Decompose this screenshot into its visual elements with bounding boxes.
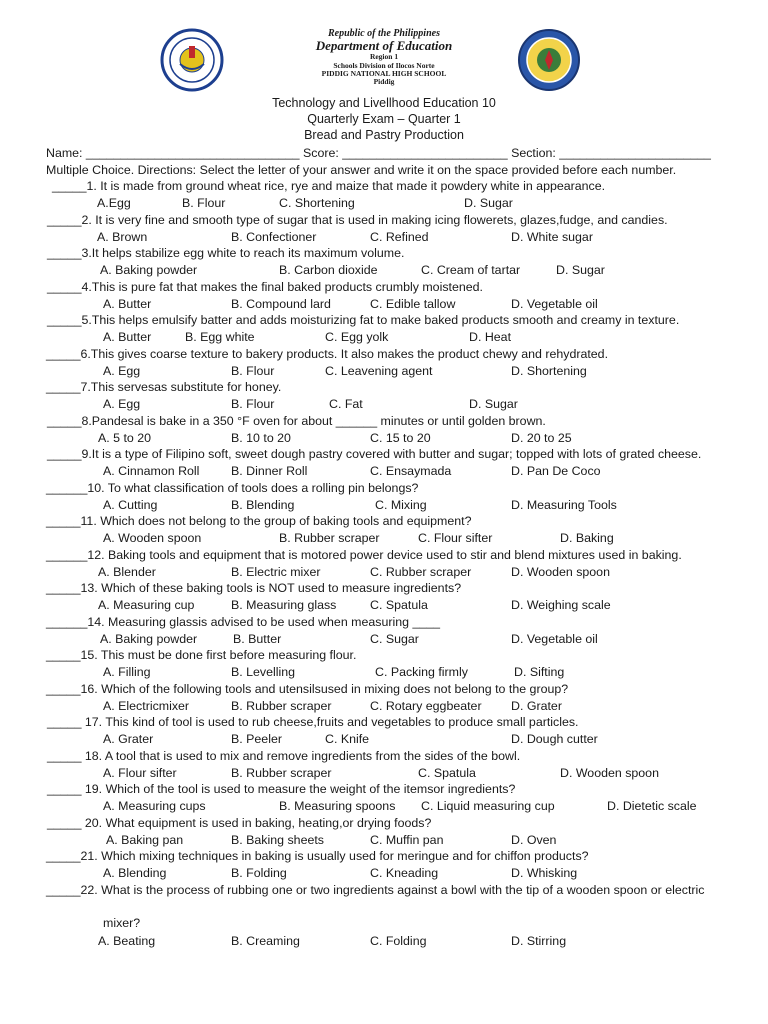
question-14-option-c: C. Sugar xyxy=(370,631,419,646)
question-8-text: _____8.Pandesal is bake in a 350 °F oven for about ______ minutes or until golden brown. xyxy=(47,413,546,428)
question-5-text: _____5.This helps emulsify batter and adds moisturizing fat to make baked products smooth and creamy in texture. xyxy=(47,313,680,327)
question-22-option-d: D. Stirring xyxy=(511,933,567,948)
question-13-option-a: A. Measuring cup xyxy=(98,598,195,612)
question-14-option-b: B. Butter xyxy=(233,631,282,646)
question-1-option-a: A.Egg xyxy=(97,196,131,210)
question-2-option-c: C. Refined xyxy=(370,229,429,244)
question-12-option-d: D. Wooden spoon xyxy=(511,564,610,579)
question-4-option-a: A. Butter xyxy=(103,296,152,311)
question-9-option-c: C. Ensaymada xyxy=(370,464,452,478)
question-16-option-d: D. Grater xyxy=(511,698,562,713)
question-1-option-b: B. Flour xyxy=(182,196,226,210)
question-5-option-b: B. Egg white xyxy=(185,330,255,344)
question-12-option-c: C. Rubber scraper xyxy=(370,564,472,579)
question-3-option-b: B. Carbon dioxide xyxy=(279,263,378,277)
question-21-text: _____21. Which mixing techniques in baking is usually used for meringue and for chiffon products? xyxy=(46,849,589,863)
letterhead xyxy=(0,20,768,90)
question-21-option-a: A. Blending xyxy=(103,866,167,880)
question-4-option-b: B. Compound lard xyxy=(231,296,331,311)
division-label: Schools Division of Ilocos Norte xyxy=(333,60,435,70)
question-3-text: _____3.It helps stabilize egg white to reach its maximum volume. xyxy=(47,246,405,260)
question-21-option-d: D. Whisking xyxy=(511,866,578,880)
question-17-option-d: D. Dough cutter xyxy=(511,732,598,746)
question-22-option-a: A. Beating xyxy=(98,933,156,948)
question-9-option-d: D. Pan De Coco xyxy=(511,464,601,478)
question-1-option-d: D. Sugar xyxy=(464,196,513,210)
question-16-option-b: B. Rubber scraper xyxy=(231,698,332,713)
question-22-continuation: mixer? xyxy=(103,915,141,930)
question-18-option-d: D. Wooden spoon xyxy=(560,765,659,780)
question-8-option-a: A. 5 to 20 xyxy=(98,430,152,445)
question-4-option-c: C. Edible tallow xyxy=(370,296,456,311)
question-18-option-c: C. Spatula xyxy=(418,765,476,780)
question-7-option-a: A. Egg xyxy=(103,397,141,411)
question-19-option-a: A. Measuring cups xyxy=(103,799,206,813)
question-13-option-d: D. Weighing scale xyxy=(511,598,611,612)
question-7-text: _____7.This servesas substitute for honey. xyxy=(46,380,282,394)
question-1-text: _____1. It is made from ground wheat rice, rye and maize that made it powdery white in appearance. xyxy=(52,179,606,193)
question-18-option-b: B. Rubber scraper xyxy=(231,765,332,780)
question-2-option-d: D. White sugar xyxy=(511,229,593,244)
question-19-text: _____ 19. Which of the tool is used to measure the weight of the itemsor ingredients? xyxy=(47,782,516,796)
question-3-option-a: A. Baking powder xyxy=(100,263,198,277)
question-18-text: _____ 18. A tool that is used to mix and remove ingredients from the sides of the bowl. xyxy=(47,748,521,763)
question-16-option-a: A. Electricmixer xyxy=(103,698,190,713)
question-13-text: _____13. Which of these baking tools is NOT used to measure ingredients? xyxy=(46,581,462,595)
question-5-option-d: D. Heat xyxy=(469,330,512,344)
question-14-option-a: A. Baking powder xyxy=(100,631,198,646)
question-7-option-d: D. Sugar xyxy=(469,397,518,411)
question-14-text: ______14. Measuring glassis advised to be used when measuring ____ xyxy=(46,614,441,629)
subject-title: Technology and Livellhood Education 10 xyxy=(272,96,496,110)
question-9-text: _____9.It is a type of Filipino soft, sweet dough pastry covered with butter and sugar; topped with lots of grated cheese. xyxy=(47,447,702,461)
question-5-option-a: A. Butter xyxy=(103,330,152,344)
republic-label: Republic of the Philippines xyxy=(328,28,440,39)
school-seal-icon xyxy=(517,28,581,92)
question-13-option-b: B. Measuring glass xyxy=(231,598,337,612)
question-2-option-b: B. Confectioner xyxy=(231,229,317,244)
course-title: Bread and Pastry Production xyxy=(304,128,464,142)
question-20-option-b: B. Baking sheets xyxy=(231,832,324,847)
question-6-option-d: D. Shortening xyxy=(511,363,587,378)
question-17-option-c: C. Knife xyxy=(325,732,370,746)
question-6-option-b: B. Flour xyxy=(231,363,275,378)
question-8-option-b: B. 10 to 20 xyxy=(231,430,291,445)
question-8-option-d: D. 20 to 25 xyxy=(511,430,572,445)
question-6-option-a: A. Egg xyxy=(103,363,141,378)
question-10-option-d: D. Measuring Tools xyxy=(511,497,617,512)
question-1-option-c: C. Shortening xyxy=(279,196,355,210)
question-13-option-c: C. Spatula xyxy=(370,598,428,612)
region-label: Region 1 xyxy=(369,52,399,62)
question-18-option-a: A. Flour sifter xyxy=(103,765,177,780)
question-7-option-c: C. Fat xyxy=(329,397,363,411)
question-15-option-a: A. Filling xyxy=(103,665,151,679)
question-11-option-a: A. Wooden spoon xyxy=(103,531,202,545)
question-21-option-b: B. Folding xyxy=(231,866,287,880)
question-8-option-c: C. 15 to 20 xyxy=(370,430,431,445)
question-12-option-a: A. Blender xyxy=(98,564,156,579)
question-16-text: _____16. Which of the following tools and utensilsused in mixing does not belong to the group? xyxy=(46,681,569,696)
question-19-option-c: C. Liquid measuring cup xyxy=(421,799,555,813)
question-21-option-c: C. Kneading xyxy=(370,866,439,880)
question-11-option-d: D. Baking xyxy=(560,531,614,545)
question-14-option-d: D. Vegetable oil xyxy=(511,631,598,646)
question-10-option-c: C. Mixing xyxy=(375,497,427,512)
question-15-option-d: D. Sifting xyxy=(514,665,565,679)
question-11-text: _____11. Which does not belong to the group of baking tools and equipment? xyxy=(46,514,472,528)
question-4-text: _____4.This is pure fat that makes the final baked products crumbly moistened. xyxy=(47,279,483,294)
question-17-text: _____ 17. This kind of tool is used to rub cheese,fruits and vegetables to produce small particles. xyxy=(47,715,579,729)
question-16-option-c: C. Rotary eggbeater xyxy=(370,698,482,713)
question-10-option-b: B. Blending xyxy=(231,497,295,512)
question-9-option-a: A. Cinnamon Roll xyxy=(103,464,200,478)
exam-title: Quarterly Exam – Quarter 1 xyxy=(307,112,461,126)
question-3-option-d: D. Sugar xyxy=(556,263,605,277)
department-label: Department of Education xyxy=(315,38,453,53)
question-3-option-c: C. Cream of tartar xyxy=(421,263,521,277)
question-12-option-b: B. Electric mixer xyxy=(231,564,321,579)
question-11-option-c: C. Flour sifter xyxy=(418,531,493,545)
question-2-text: _____2. It is very fine and smooth type of sugar that is used in making icing flowerets, glazes,fudge, and candies. xyxy=(47,212,668,227)
question-15-option-c: C. Packing firmly xyxy=(375,665,468,679)
question-22-option-c: C. Folding xyxy=(370,933,427,948)
question-5-option-c: C. Egg yolk xyxy=(325,330,389,344)
school-label: PIDDIG NATIONAL HIGH SCHOOL xyxy=(321,68,447,78)
question-6-option-c: C. Leavening agent xyxy=(325,363,433,378)
question-15-text: _____15. This must be done first before measuring flour. xyxy=(46,648,357,662)
question-9-option-b: B. Dinner Roll xyxy=(231,464,308,478)
question-19-option-b: B. Measuring spoons xyxy=(279,799,396,813)
question-20-option-c: C. Muffin pan xyxy=(370,832,444,847)
question-4-option-d: D. Vegetable oil xyxy=(511,296,598,311)
question-10-text: ______10. To what classification of tools does a rolling pin belongs? xyxy=(46,480,419,495)
directions: Multiple Choice. Directions: Select the letter of your answer and write it on the space provided before each number. xyxy=(46,163,677,177)
question-6-text: _____6.This gives coarse texture to bakery products. It also makes the product chewy and rehydrated. xyxy=(46,346,609,361)
question-17-option-a: A. Grater xyxy=(103,732,154,746)
question-22-option-b: B. Creaming xyxy=(231,933,300,948)
question-10-option-a: A. Cutting xyxy=(103,497,158,512)
question-19-option-d: D. Dietetic scale xyxy=(607,799,697,813)
question-17-option-b: B. Peeler xyxy=(231,732,282,746)
question-15-option-b: B. Levelling xyxy=(231,665,296,679)
name-score-section-line[interactable]: Name: _______________________________ Score: ________________________ Section: ______________________ xyxy=(46,146,711,160)
question-22-text: _____22. What is the process of rubbing one or two ingredients against a bowl with the tip of a wooden spoon or electric xyxy=(46,882,705,897)
question-7-option-b: B. Flour xyxy=(231,397,275,411)
question-2-option-a: A. Brown xyxy=(97,229,148,244)
town-label: Piddig xyxy=(373,77,395,87)
question-20-option-a: A. Baking pan xyxy=(106,832,184,847)
question-11-option-b: B. Rubber scraper xyxy=(279,531,380,545)
letterhead-text xyxy=(200,28,568,86)
question-20-text: _____ 20. What equipment is used in baking, heating,or drying foods? xyxy=(47,815,432,830)
question-12-text: ______12. Baking tools and equipment that is motored power device used to stir and blend mixtures used in baking. xyxy=(46,547,682,562)
question-20-option-d: D. Oven xyxy=(511,832,557,847)
